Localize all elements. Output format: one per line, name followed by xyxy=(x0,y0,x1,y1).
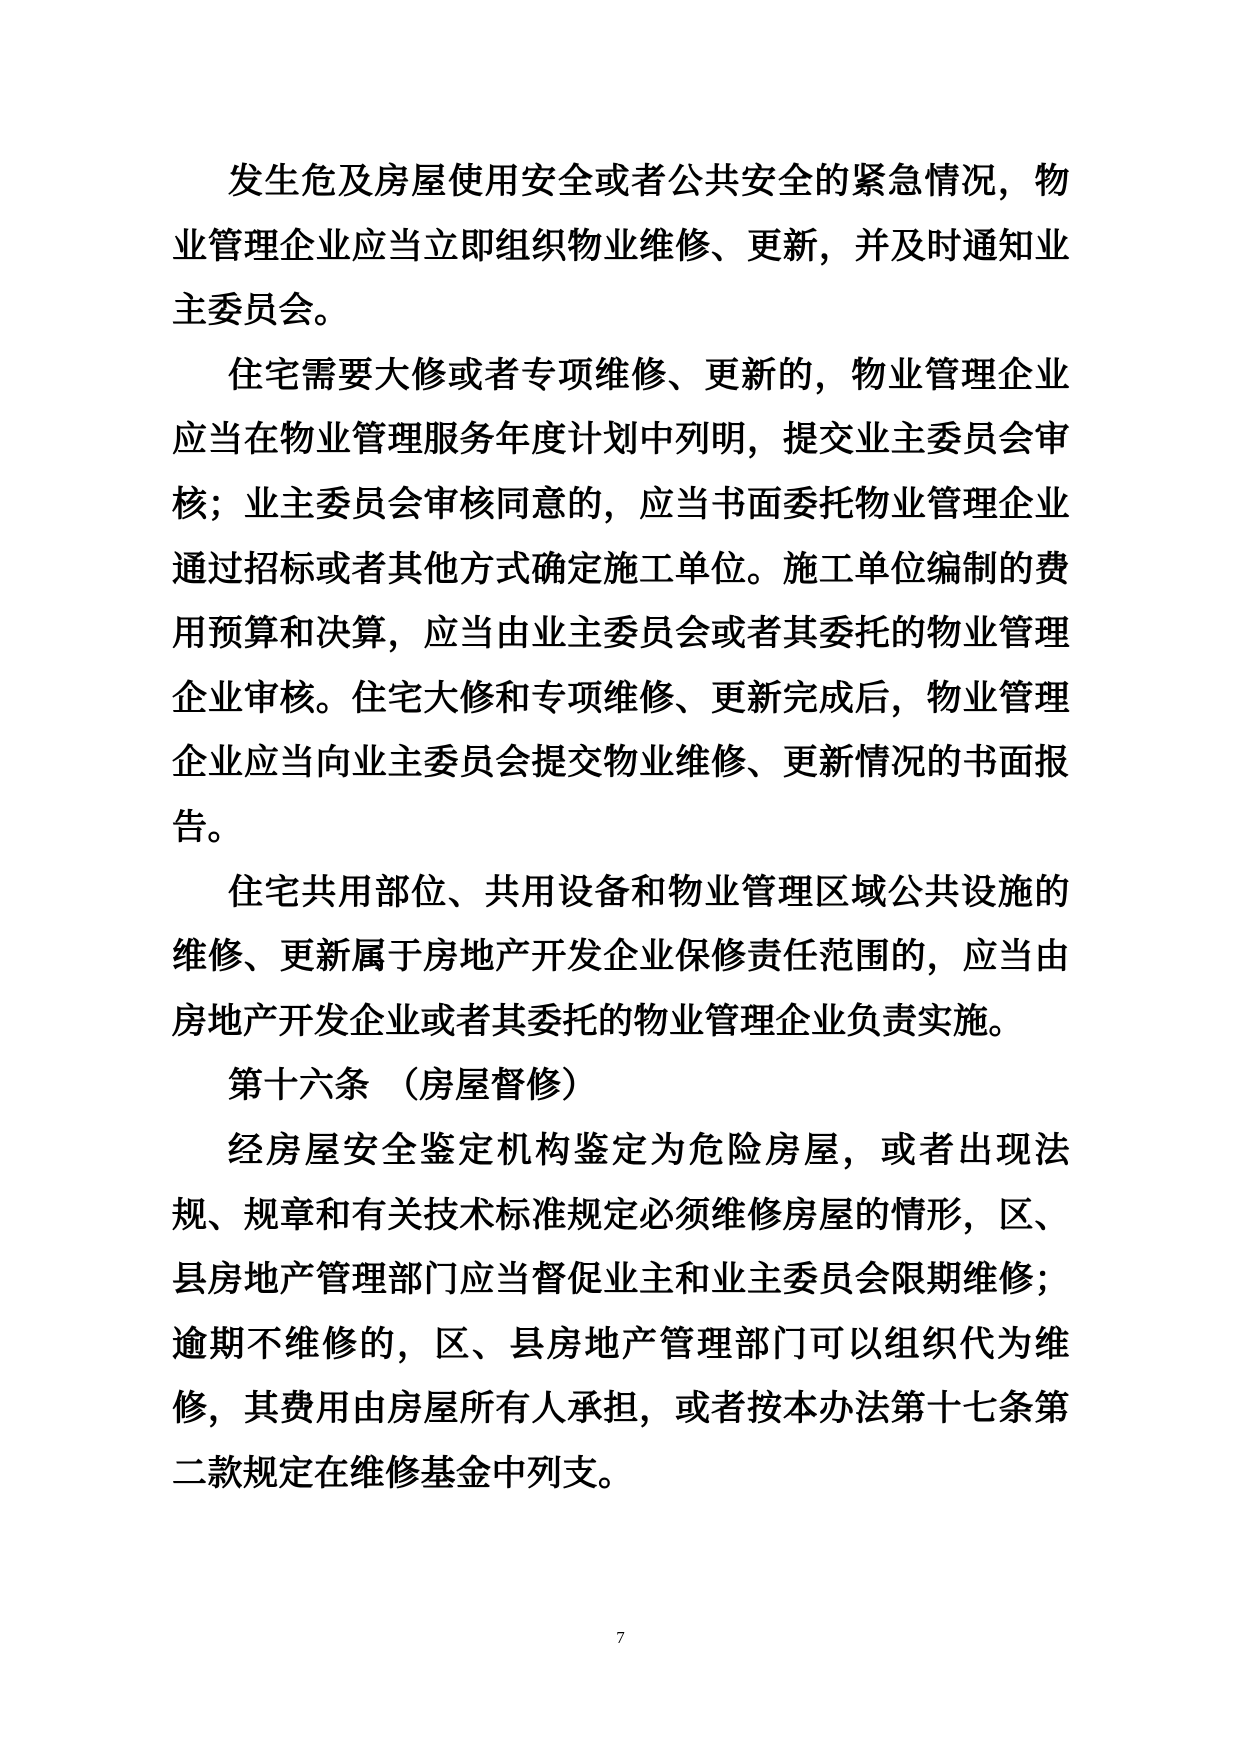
article-number: 第十六条 xyxy=(228,1066,371,1107)
page-number: 7 xyxy=(616,1628,625,1647)
article-heading xyxy=(172,1054,1070,1119)
paragraph-major-repair: 住宅需要大修或者专项维修、更新的，物业管理企业应当在物业管理服务年度计划中列明，提交业主委员会审核；业主委员会审核同意的，应当书面委托物业管理企业通过招标或者其他方式确定施工单位。施工单位编制的费用预算和决算，应当由业主委员会或者其委托的物业管理企业审核。住宅大修和专项维修、更新完成后，物业管理企业应当向业主委员会提交物业维修、更新情况的书面报告。 xyxy=(172,355,1070,848)
paragraph-emergency-repair: 发生危及房屋使用安全或者公共安全的紧急情况，物业管理企业应当立即组织物业维修、更新，并及时通知业主委员会。 xyxy=(172,162,1070,332)
article-title: （房屋督修） xyxy=(384,1066,598,1107)
paragraph-supervised-repair: 经房屋安全鉴定机构鉴定为危险房屋，或者出现法规、规章和有关技术标准规定必须维修房屋的情形，区、县房地产管理部门应当督促业主和业主委员会限期维修；逾期不维修的，区、县房地产管理部门可以组织代为维修，其费用由房屋所有人承担，或者按本办法第十七条第二款规定在维修基金中列支。 xyxy=(172,1130,1070,1494)
paragraph-warranty-repair: 住宅共用部位、共用设备和物业管理区域公共设施的维修、更新属于房地产开发企业保修责任范围的，应当由房地产开发企业或者其委托的物业管理企业负责实施。 xyxy=(172,872,1070,1042)
document-body xyxy=(172,150,1070,1506)
